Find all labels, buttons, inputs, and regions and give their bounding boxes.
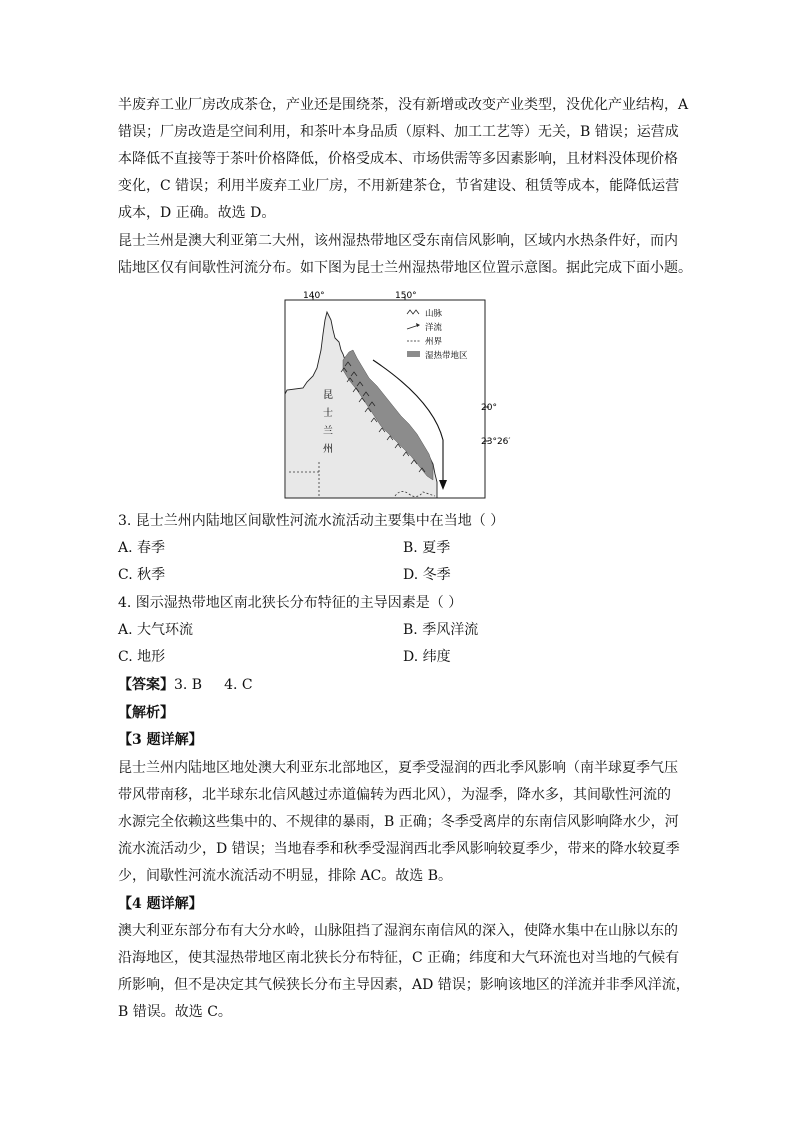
wet-tropics-swatch xyxy=(407,351,420,357)
analysis-label: 【解析】 xyxy=(118,705,174,721)
question-3-option-b[interactable]: B. 夏季 xyxy=(403,540,451,556)
legend-label: 山脉 xyxy=(425,309,443,319)
intro-line: 成本，D 正确。故选 D。 xyxy=(118,205,276,221)
answer-row xyxy=(118,672,253,699)
question-3-stem: 3. 昆士兰州内陆地区间歇性河流水流活动主要集中在当地（ ） xyxy=(118,513,505,529)
queensland-map-figure xyxy=(283,290,515,500)
detail-4-line: B 错误。故选 C。 xyxy=(118,1004,232,1020)
detail-4-line: 澳大利亚东部分布有大分水岭，山脉阻挡了湿润东南信风的深入，使降水集中在山脉以东的 xyxy=(118,923,678,939)
question-4-option-b[interactable]: B. 季风洋流 xyxy=(403,622,479,638)
detail-4-label: 【4 题详解】 xyxy=(118,896,203,912)
answer-q4: 4. C xyxy=(224,677,253,693)
detail-3-line: 水源完全依赖这些集中的、不规律的暴雨，B 正确；冬季受离岸的东南信风影响降水少，河 xyxy=(118,814,679,830)
lat-label-20: 20° xyxy=(481,403,497,413)
queensland-map xyxy=(283,290,515,500)
detail-3-line: 少，间歇性河流水流活动不明显，排除 AC。故选 B。 xyxy=(118,868,453,884)
legend-label: 州界 xyxy=(425,337,443,347)
question-4-option-c[interactable]: C. 地形 xyxy=(118,649,166,665)
question-3-option-a[interactable]: A. 春季 xyxy=(118,540,166,556)
question-4-option-a[interactable]: A. 大气环流 xyxy=(118,622,194,638)
lat-label-2326: 23°26′ xyxy=(481,437,511,447)
state-name-char: 昆 xyxy=(323,390,333,401)
legend-label: 洋流 xyxy=(425,323,443,333)
answer-q3: 3. B xyxy=(174,677,203,693)
answer-label: 【答案】 xyxy=(118,677,174,693)
state-name-char: 兰 xyxy=(323,426,333,437)
state-name-char: 州 xyxy=(323,444,333,455)
detail-3-label: 【3 题详解】 xyxy=(118,732,203,748)
intro-line: 半废弃工业厂房改成茶仓，产业还是围绕茶，没有新增或改变产业类型，没优化产业结构，A xyxy=(118,97,689,113)
lon-label-140: 140° xyxy=(303,291,325,301)
detail-4-line: 沿海地区，使其湿热带地区南北狭长分布特征，C 正确；纬度和大气环流也对当地的气候有 xyxy=(118,950,680,966)
question-3-option-d[interactable]: D. 冬季 xyxy=(403,567,451,583)
state-name-char: 士 xyxy=(323,408,333,419)
intro-line: 错误；厂房改造是空间利用，和茶叶本身品质（原料、加工工艺等）无关，B 错误；运营成 xyxy=(118,124,679,140)
question-4-option-d[interactable]: D. 纬度 xyxy=(403,649,451,665)
question-4-stem: 4. 图示湿热带地区南北狭长分布特征的主导因素是（ ） xyxy=(118,595,463,611)
legend-label: 湿热带地区 xyxy=(425,351,468,361)
question-3-option-c[interactable]: C. 秋季 xyxy=(118,567,166,583)
detail-3-line: 带风带南移，北半球东北信风越过赤道偏转为西北风），为湿季，降水多，其间歇性河流的 xyxy=(118,787,671,803)
intro-line: 变化，C 错误；利用半废弃工业厂房，不用新建茶仓，节省建设、租赁等成本，能降低运营 xyxy=(118,178,680,194)
detail-4-line: 所影响，但不是决定其气候狭长分布主导因素，AD 错误；影响该地区的洋流并非季风洋流， xyxy=(118,977,690,993)
detail-3-line: 昆士兰州内陆地区地处澳大利亚东北部地区，夏季受湿润的西北季风影响（南半球夏季气压 xyxy=(118,760,678,776)
lon-label-150: 150° xyxy=(395,291,417,301)
stem-line: 陆地区仅有间歇性河流分布。如下图为昆士兰州湿热带地区位置示意图。据此完成下面小题。 xyxy=(118,260,692,276)
detail-3-line: 流水流活动少，D 错误；当地春季和秋季受湿润西北季风影响较夏季少，带来的降水较夏季 xyxy=(118,841,680,857)
stem-line: 昆士兰州是澳大利亚第二大州，该州湿热带地区受东南信风影响，区域内水热条件好，而内 xyxy=(118,233,678,249)
intro-line: 本降低不直接等于茶叶价格降低，价格受成本、市场供需等多因素影响，且材料没体现价格 xyxy=(118,151,678,167)
